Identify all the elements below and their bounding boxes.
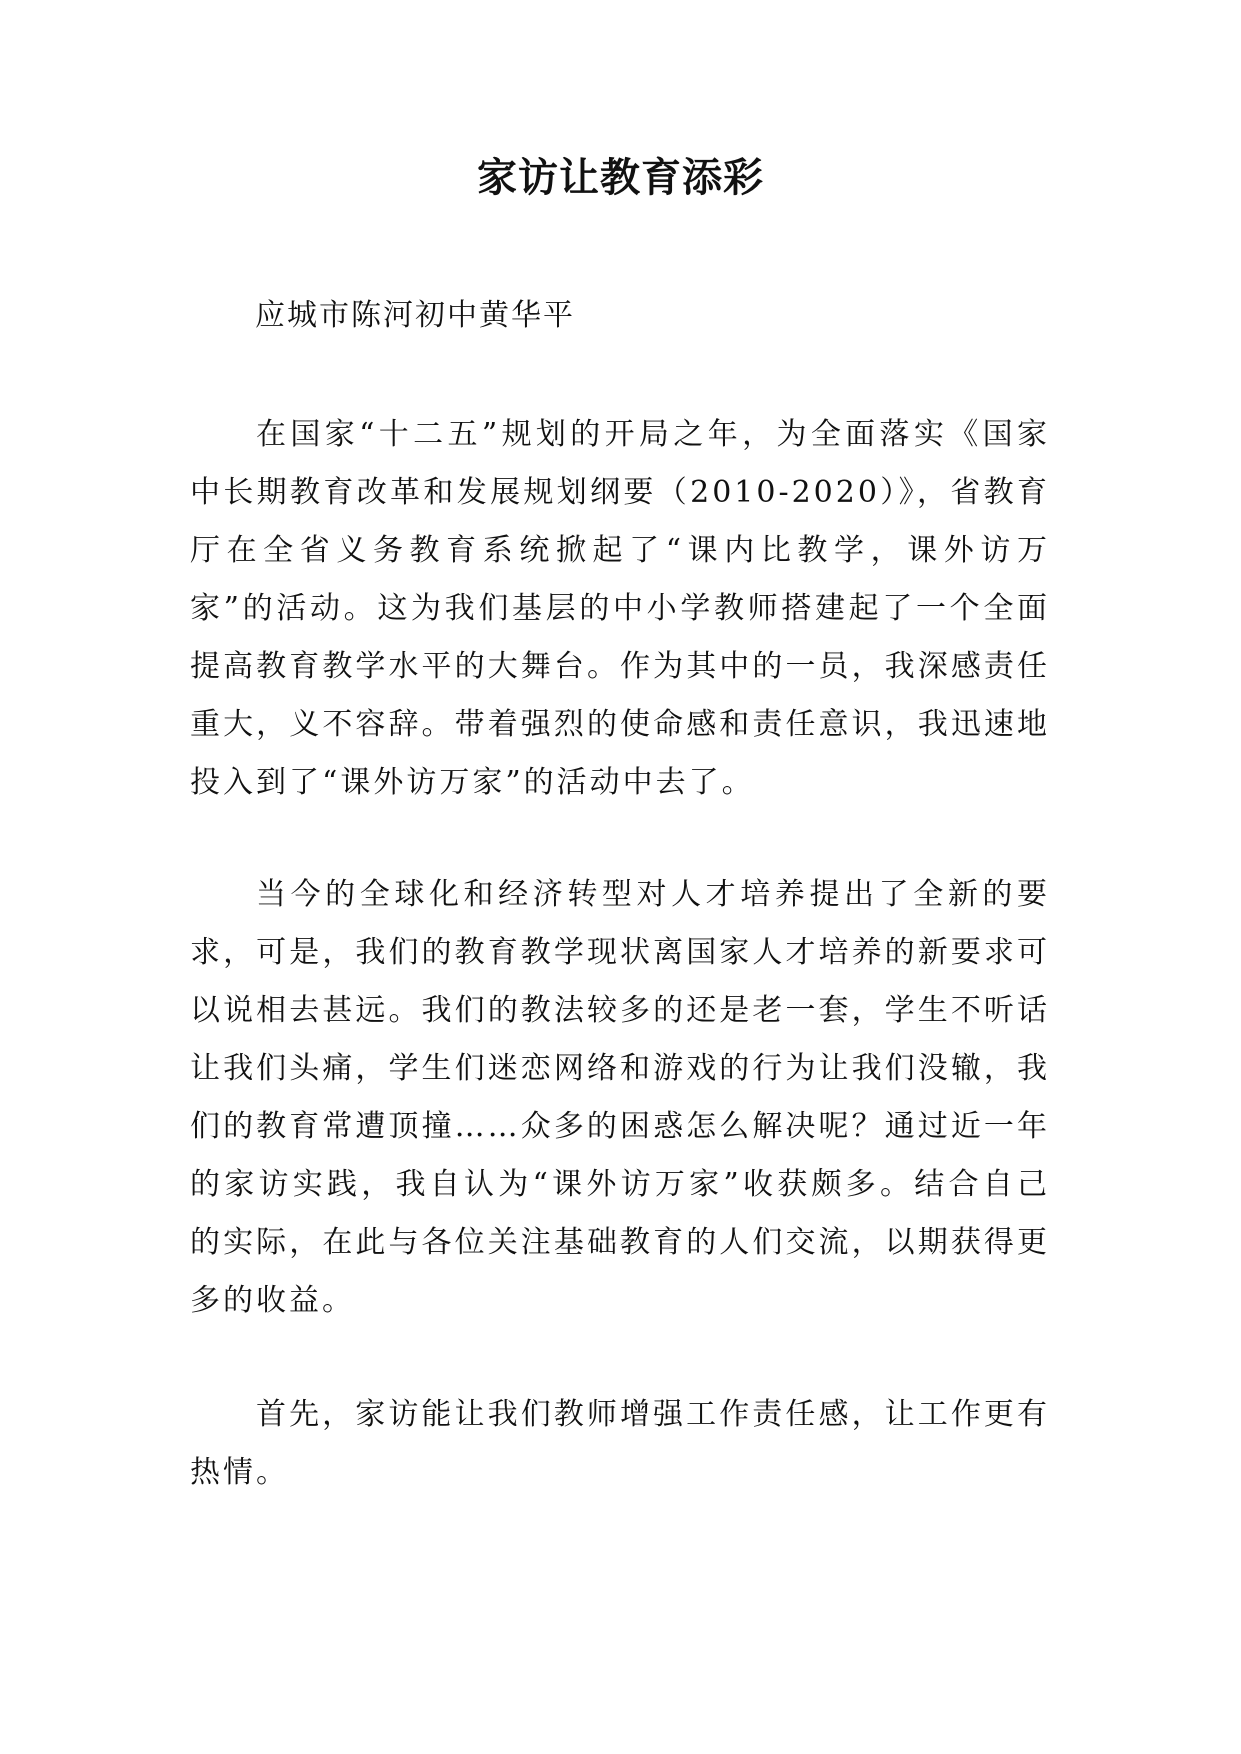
paragraph-2: 当今的全球化和经济转型对人才培养提出了全新的要求，可是，我们的教育教学现状离国家人才培养的新要求可以说相去甚远。我们的教法较多的还是老一套，学生不听话让我们头痛，学生们迷恋网络和游戏的行为让我们没辙，我们的教育常遭顶撞……众多的困惑怎么解决呢？通过近一年的家访实践，我自认为“课外访万家”收获颇多。结合自己的实际，在此与各位关注基础教育的人们交流，以期获得更多的收益。 <box>190 877 1050 1318</box>
document-title: 家访让教育添彩 <box>477 155 764 201</box>
author-line: 应城市陈河初中黄华平 <box>255 298 575 333</box>
paragraph-1: 在国家“十二五”规划的开局之年，为全面落实《国家中长期教育改革和发展规划纲要（2010-2020）》，省教育厅在全省义务教育系统掀起了“课内比教学，课外访万家”的活动。这为我们基层的中小学教师搭建起了一个全面提高教育教学水平的大舞台。作为其中的一员，我深感责任重大，义不容辞。带着强烈的使命感和责任意识，我迅速地投入到了“课外访万家”的活动中去了。 <box>190 417 1050 800</box>
paragraph-3: 首先，家访能让我们教师增强工作责任感，让工作更有热情。 <box>190 1397 1050 1490</box>
